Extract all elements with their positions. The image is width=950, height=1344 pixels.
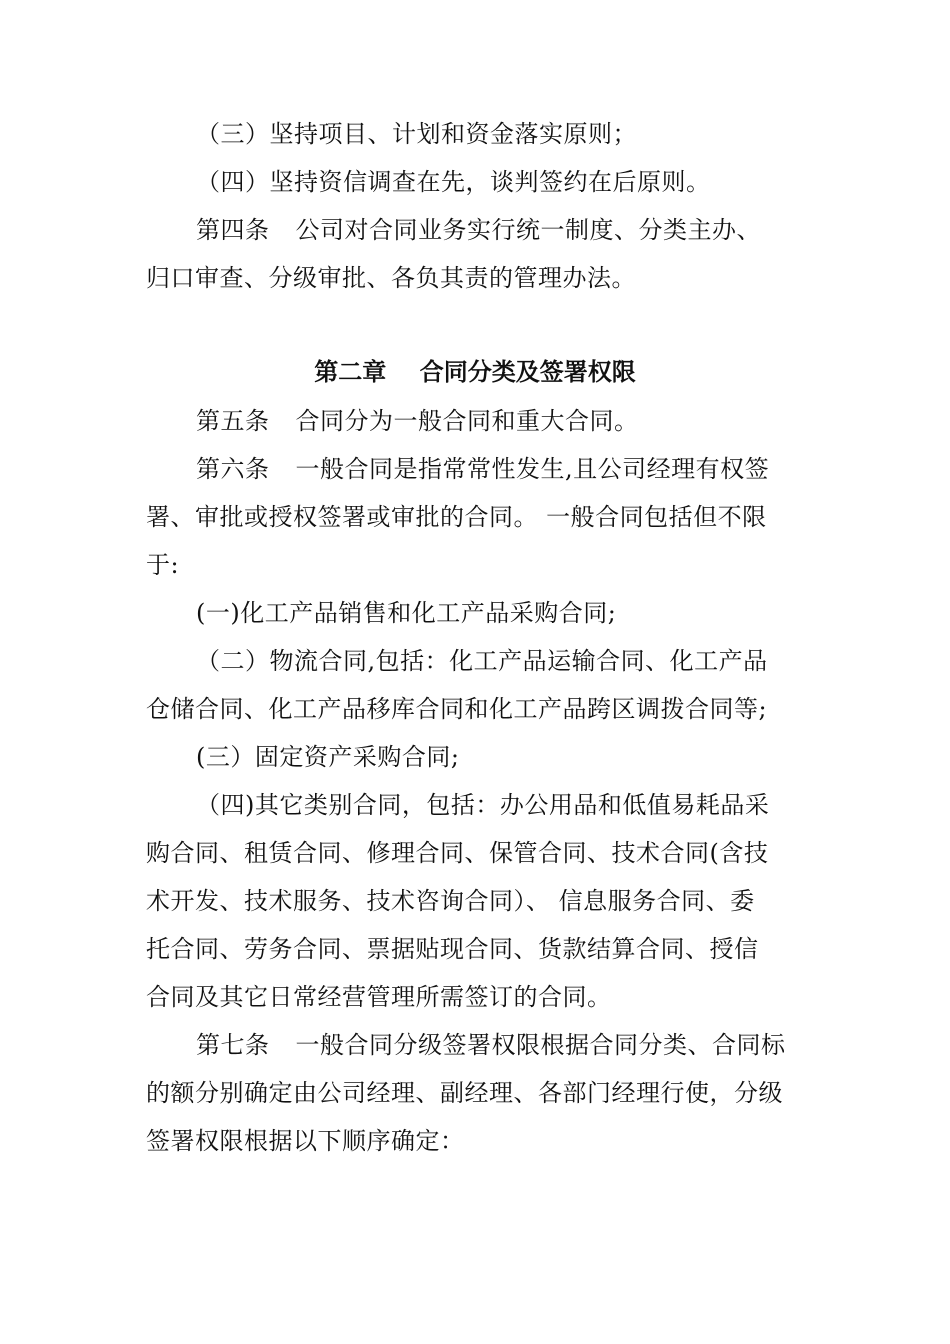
article-5: 第五条 合同分为一般合同和重大合同。 bbox=[196, 407, 639, 435]
text-line: 的额分别确定由公司经理、副经理、各部门经理行使，分级 bbox=[146, 1079, 783, 1107]
article-number: 第七条 bbox=[196, 1031, 270, 1059]
text-line: （三）坚持项目、计划和资金落实原则； bbox=[196, 120, 637, 148]
text-line: （二）物流合同,包括：化工产品运输合同、化工产品 bbox=[196, 647, 768, 675]
text-line: 归口审查、分级审批、各负其责的管理办法。 bbox=[146, 264, 636, 292]
text-line: 合同及其它日常经营管理所需签订的合同。 bbox=[146, 983, 612, 1011]
text-line: 托合同、劳务合同、票据贴现合同、货款结算合同、授信 bbox=[146, 935, 759, 963]
text-line: 购合同、租赁合同、修理合同、保管合同、技术合同(含技 bbox=[146, 839, 769, 867]
text-line: 签署权限根据以下顺序确定： bbox=[146, 1127, 465, 1155]
text-line: (三）固定资产采购合同; bbox=[196, 743, 460, 771]
text-line: （四)其它类别合同，包括：办公用品和低值易耗品采 bbox=[196, 791, 770, 819]
text-line: 仓储合同、化工产品移库合同和化工产品跨区调拨合同等; bbox=[146, 695, 768, 723]
text-line: 术开发、技术服务、技术咨询合同）、 信息服务合同、委 bbox=[146, 887, 755, 915]
text-line: （四）坚持资信调查在先，谈判签约在后原则。 bbox=[196, 168, 711, 196]
article-6: 第六条 一般合同是指常常性发生,且公司经理有权签 bbox=[196, 455, 770, 483]
article-number: 第四条 bbox=[196, 216, 270, 244]
article-4: 第四条 公司对合同业务实行统一制度、分类主办、 bbox=[196, 216, 761, 244]
article-number: 第五条 bbox=[196, 407, 270, 435]
article-number: 第六条 bbox=[196, 455, 270, 483]
chapter-heading: 第二章 合同分类及签署权限 bbox=[314, 357, 636, 386]
article-7: 第七条 一般合同分级签署权限根据合同分类、合同标 bbox=[196, 1031, 786, 1059]
text-line: 于: bbox=[146, 551, 180, 579]
text-line: (一)化工产品销售和化工产品采购合同; bbox=[196, 599, 617, 627]
text-line: 署、审批或授权签署或审批的合同。 一般合同包括但不限 bbox=[146, 503, 767, 531]
